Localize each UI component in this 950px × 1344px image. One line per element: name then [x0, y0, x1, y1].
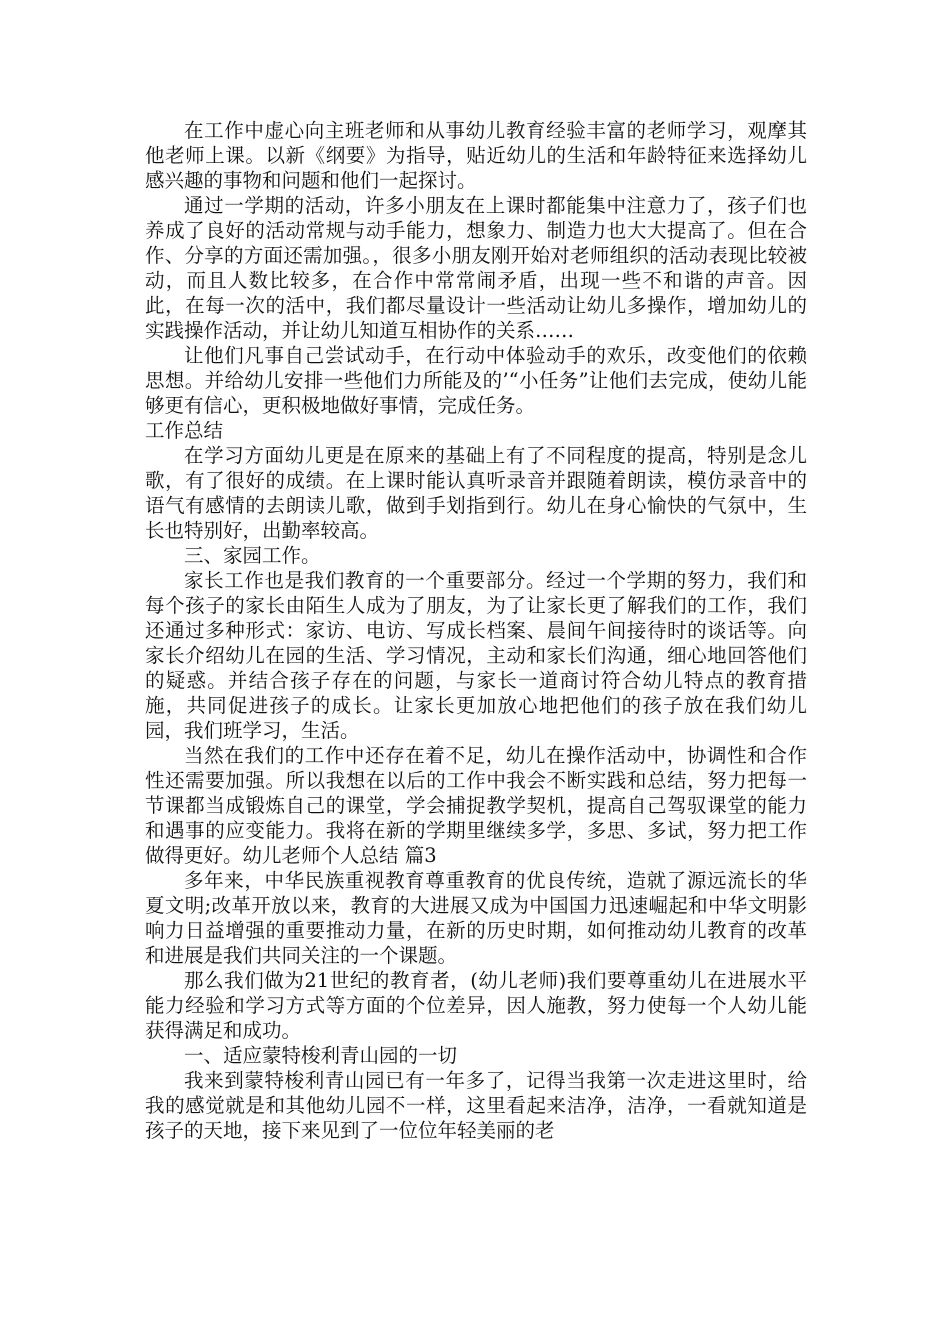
paragraph-study-from-teachers: 在工作中虚心向主班老师和从事幼儿教育经验丰富的老师学习，观摩其他老师上课。以新《纲要》为指导，贴近幼儿的生活和年龄特征来选择幼儿感兴趣的事物和问题和他们一起探讨。 [145, 119, 807, 192]
paragraph-hands-on: 让他们凡事自己尝试动手，在行动中体验动手的欢乐，改变他们的依赖思想。并给幼儿安排一些他们力所能及的’“小任务”让他们去完成，使幼儿能够更有信心，更积极地做好事情，完成任务。 [145, 344, 807, 417]
document-body [145, 118, 807, 1143]
paragraph-learning-progress: 在学习方面幼儿更是在原来的基础上有了不同程度的提高，特别是念儿歌，有了很好的成绩。在上课时能认真听录音并跟随着朗读，模仿录音中的语气有感情的去朗读儿歌，做到手划指到行。幼儿在身心愉快的气氛中，生长也特别好，出勤率较高。 [145, 444, 807, 542]
paragraph-shortcomings: 当然在我们的工作中还存在着不足，幼儿在操作活动中，协调性和合作性还需要加强。所以我想在以后的工作中我会不断实践和总结，努力把每一节课都当成锻炼自己的课堂，学会捕捉教学契机，提高自己驾驭课堂的能力和遇事的应变能力。我将在新的学期里继续多学，多思、多试，努力把工作做得更好。幼儿老师个人总结 篇3 [145, 744, 807, 867]
paragraph-semester-activities: 通过一学期的活动，许多小朋友在上课时都能集中注意力了，孩子们也养成了良好的活动常规与动手能力，想象力、制造力也大大提高了。但在合作、分享的方面还需加强。，很多小朋友刚开始对老师组织的活动表现比较被动，而且人数比较多，在合作中常常闹矛盾，出现一些不和谐的声音。因此，在每一次的活中，我们都尽量设计一些活动让幼儿多操作，增加幼儿的实践操作活动，并让幼儿知道互相协作的关系…… [145, 194, 807, 342]
heading-home-school-work: 三、家园工作。 [184, 544, 321, 567]
paragraph-education-tradition: 多年来，中华民族重视教育尊重教育的优良传统，造就了源远流长的华夏文明;改革开放以来，教育的大进展又成为中国国力迅速崛起和中华文明影响力日益增强的重要推动力量，在新的历史时期，如何推动幼儿教育的改革和进展是我们共同关注的一个课题。 [145, 869, 807, 967]
paragraph-21st-century-educators: 那么我们做为21世纪的教育者，(幼儿老师)我们要尊重幼儿在进展水平能力经验和学习方式等方面的个位差异，因人施教，努力使每一个人幼儿能获得满足和成功。 [145, 969, 807, 1042]
heading-work-summary: 工作总结 [145, 419, 224, 442]
heading-adapt-montessori: 一、适应蒙特梭利青山园的一切 [184, 1044, 458, 1067]
paragraph-arrival-montessori: 我来到蒙特梭利青山园已有一年多了，记得当我第一次走进这里时，给我的感觉就是和其他幼儿园不一样，这里看起来洁净，洁净，一看就知道是孩子的天地，接下来见到了一位位年轻美丽的老 [145, 1069, 807, 1142]
paragraph-parent-work: 家长工作也是我们教育的一个重要部分。经过一个学期的努力，我们和每个孩子的家长由陌生人成为了朋友，为了让家长更了解我们的工作，我们还通过多种形式：家访、电访、写成长档案、晨间午间接待时的谈话等。向家长介绍幼儿在园的生活、学习情况，主动和家长们沟通，细心地回答他们的疑惑。并结合孩子存在的问题，与家长一道商讨符合幼儿特点的教育措施，共同促进孩子的成长。让家长更加放心地把他们的孩子放在我们幼儿园，我们班学习，生活。 [145, 569, 807, 742]
